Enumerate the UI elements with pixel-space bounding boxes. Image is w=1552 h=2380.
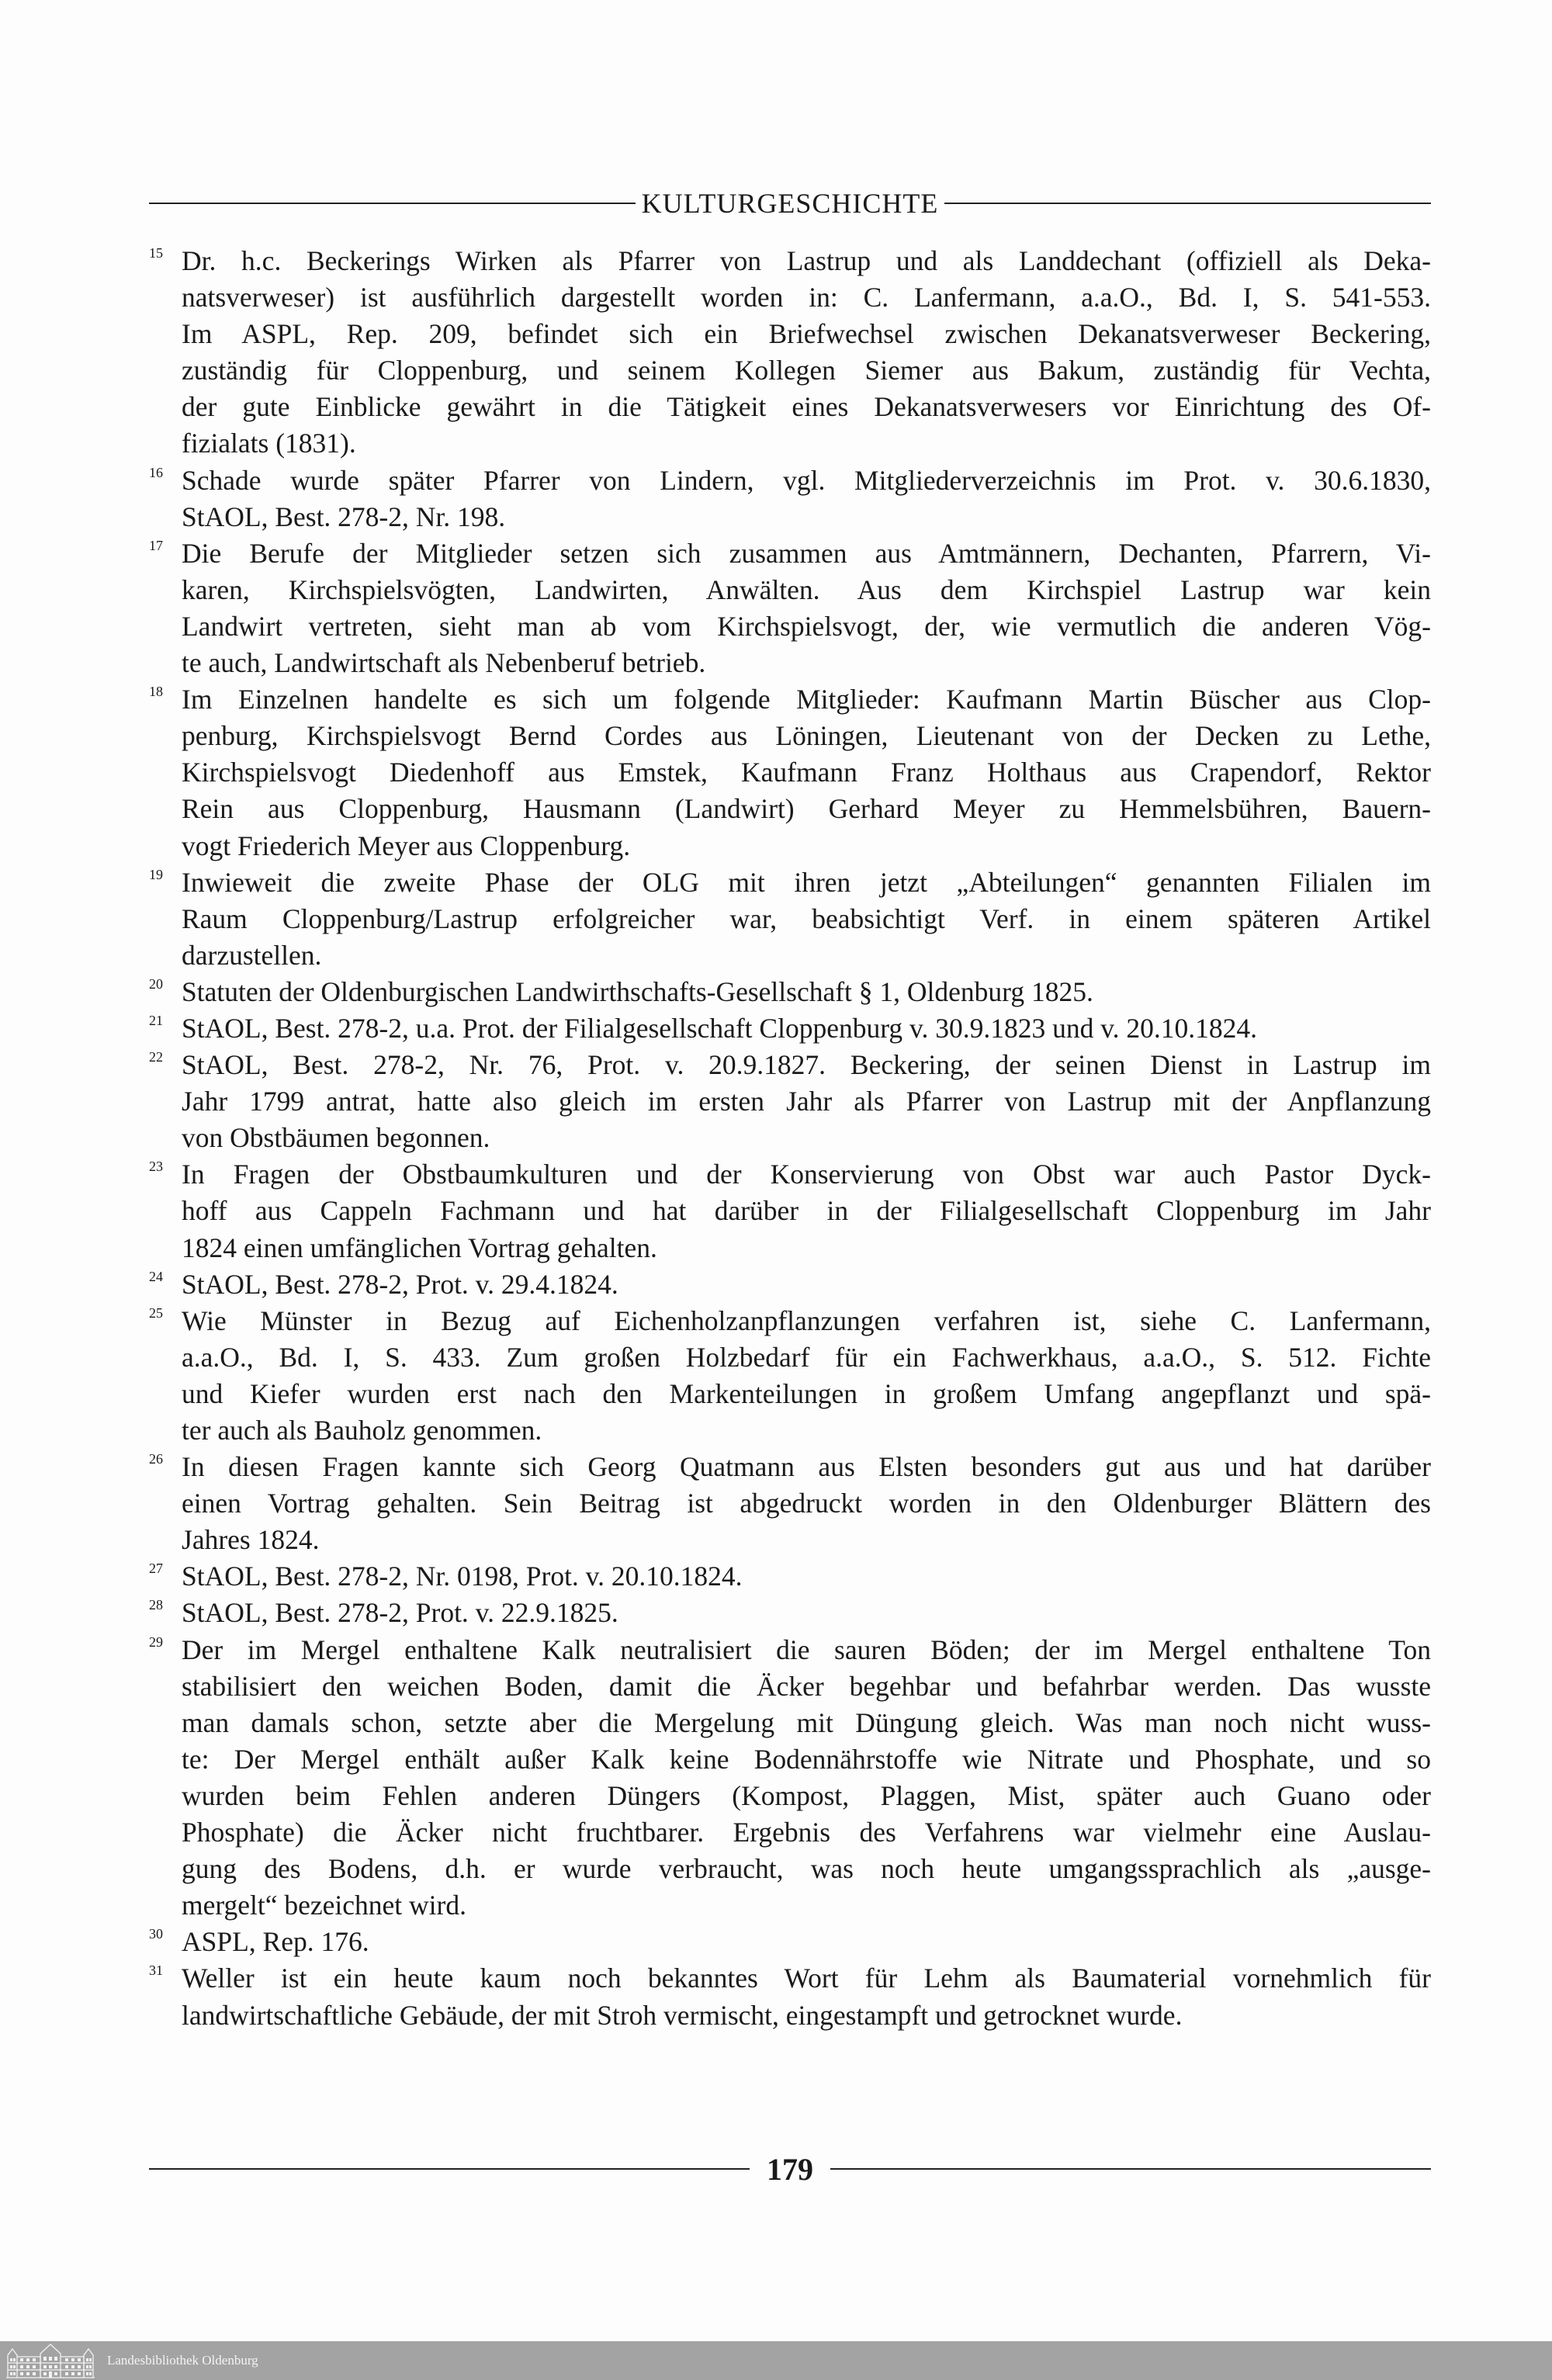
footnote-number: 18 [149, 684, 163, 700]
footnote-number: 26 [149, 1451, 163, 1467]
footnote [149, 1156, 1431, 1266]
footnote [149, 1266, 1431, 1303]
footnote [149, 243, 1431, 462]
footnote [149, 535, 1431, 681]
library-footer-bar [0, 2341, 1552, 2380]
footnote-text-line: Jahres 1824. [182, 1524, 320, 1556]
footnote-text-line: Raum Cloppenburg/Lastrup erfolgreicher war, beabsichtigt Verf. in einem späteren Artikel [182, 902, 1431, 934]
footnote-number: 20 [149, 975, 163, 992]
footnote-number: 27 [149, 1561, 163, 1577]
footnote [149, 1303, 1431, 1449]
footnote-text-line: und Kiefer wurden erst nach den Markenteilungen in großem Umfang angepflanzt und spä- [182, 1377, 1431, 1409]
footnote-text-line: landwirtschaftliche Gebäude, der mit Stroh vermischt, eingestampft und getrocknet wurde. [182, 1999, 1183, 2031]
footnote-text-line: te: Der Mergel enthält außer Kalk keine Bodennährstoffe wie Nitrate und Phosphate, und so [182, 1743, 1431, 1775]
footnote-text-line: In diesen Fragen kannte sich Georg Quatmann aus Elsten besonders gut aus und hat darüber [182, 1451, 1431, 1483]
footnote-text-line: Statuten der Oldenburgischen Landwirthschafts-Gesellschaft § 1, Oldenburg 1825. [182, 975, 1093, 1007]
footnote-text-line: StAOL, Best. 278-2, Nr. 0198, Prot. v. 20.10.1824. [182, 1561, 743, 1592]
footnote [149, 1595, 1431, 1631]
footnote-text-line: Schade wurde später Pfarrer von Lindern, vgl. Mitgliederverzeichnis im Prot. v. 30.6.1830, [182, 464, 1431, 496]
footnote-text-line: zuständig für Cloppenburg, und seinem Kollegen Siemer aus Bakum, zuständig für Vechta, [182, 355, 1431, 386]
footnote-text-line: mergelt“ bezeichnet wird. [182, 1890, 466, 1921]
footnote-number: 21 [149, 1012, 163, 1028]
footnote-text-line: man damals schon, setzte aber die Mergelung mit Düngung gleich. Was man noch nicht wuss- [182, 1706, 1431, 1738]
footnote-text-line: ASPL, Rep. 176. [182, 1926, 369, 1958]
footnote [149, 462, 1431, 535]
footnote-text-line: penburg, Kirchspielsvogt Bernd Cordes aus Löningen, Lieutenant von der Decken zu Lethe, [182, 720, 1431, 752]
footnote-text-line: Phosphate) die Äcker nicht fruchtbarer. Ergebnis des Verfahrens war vielmehr eine Auslau- [182, 1817, 1431, 1848]
footnote-text-line: karen, Kirchspielsvögten, Landwirten, Anwälten. Aus dem Kirchspiel Lastrup war kein [182, 573, 1431, 605]
footnote-text-line: Im ASPL, Rep. 209, befindet sich ein Briefwechsel zwischen Dekanatsverweser Beckering, [182, 318, 1431, 350]
footnote [149, 974, 1431, 1010]
footnote-text-line: StAOL, Best. 278-2, Nr. 198. [182, 501, 506, 532]
footnote-text-line: einen Vortrag gehalten. Sein Beitrag ist abgedruckt worden in den Oldenburger Blättern des [182, 1488, 1431, 1519]
footnote-text-line: Weller ist ein heute kaum noch bekanntes Wort für Lehm als Baumaterial vornehmlich für [182, 1963, 1431, 1994]
footnote-text-line: fizialats (1831). [182, 428, 356, 459]
footnote [149, 1960, 1431, 2033]
footnote-text-line: Inwieweit die zweite Phase der OLG mit ihren jetzt „Abteilungen“ genannten Filialen im [182, 866, 1431, 898]
footnote [149, 1558, 1431, 1595]
section-title: KULTURGESCHICHTE [641, 188, 939, 219]
footnote-text-line: vogt Friederich Meyer aus Cloppenburg. [182, 830, 631, 861]
footnote-text-line: StAOL, Best. 278-2, Nr. 76, Prot. v. 20.9.1827. Beckering, der seinen Dienst in Lastrup im [182, 1049, 1431, 1081]
footnote-text-line: Jahr 1799 antrat, hatte also gleich im ersten Jahr als Pfarrer von Lastrup mit der Anpflanzung [182, 1086, 1431, 1117]
footnote-number: 17 [149, 537, 163, 553]
footnote [149, 681, 1431, 864]
footnote-number: 22 [149, 1049, 163, 1065]
page-number-row [149, 2146, 1431, 2192]
footnote-number: 23 [149, 1159, 163, 1175]
footer-rule-right [830, 2168, 1431, 2170]
footnote-text-line: Rein aus Cloppenburg, Hausmann (Landwirt) Gerhard Meyer zu Hemmelsbühren, Bauern- [182, 793, 1431, 825]
footnote-text-line: 1824 einen umfänglichen Vortrag gehalten. [182, 1232, 657, 1263]
footnote-number: 31 [149, 1963, 163, 1979]
footnote-text-line: te auch, Landwirtschaft als Nebenberuf betrieb. [182, 647, 706, 679]
footnote-text-line: StAOL, Best. 278-2, Prot. v. 22.9.1825. [182, 1597, 618, 1629]
footnote [149, 864, 1431, 974]
library-name: Landesbibliothek Oldenburg [107, 2353, 258, 2368]
footnote-text-line: Im Einzelnen handelte es sich um folgende Mitglieder: Kaufmann Martin Büscher aus Clop- [182, 684, 1431, 715]
footnote-text-line: Dr. h.c. Beckerings Wirken als Pfarrer von Lastrup und als Landdechant (offiziell als Deka- [182, 245, 1431, 276]
footnote [149, 1632, 1431, 1924]
footnote-text-line: ter auch als Bauholz genommen. [182, 1415, 542, 1446]
footnote-text-line: der gute Einblicke gewährt in die Tätigkeit eines Dekanatsverwesers vor Einrichtung des Of- [182, 391, 1431, 423]
running-header [149, 180, 1431, 227]
footnote-text-line: gung des Bodens, d.h. er wurde verbraucht, was noch heute umgangssprachlich als „ausge- [182, 1853, 1431, 1885]
footnote-text-line: StAOL, Best. 278-2, u.a. Prot. der Filialgesellschaft Cloppenburg v. 30.9.1823 und v. 20.10.1824. [182, 1012, 1258, 1044]
footnote-text-line: Wie Münster in Bezug auf Eichenholzanpflanzungen verfahren ist, siehe C. Lanfermann, [182, 1304, 1431, 1336]
footnote-text-line: Der im Mergel enthaltene Kalk neutralisiert die sauren Böden; der im Mergel enthaltene Ton [182, 1633, 1431, 1665]
footnote-number: 29 [149, 1633, 163, 1650]
footnote-number: 19 [149, 866, 163, 882]
footnote-text-line: Die Berufe der Mitglieder setzen sich zusammen aus Amtmännern, Dechanten, Pfarrern, Vi- [182, 537, 1431, 569]
footnotes-list [149, 243, 1431, 2034]
footnote-text-line: Landwirt vertreten, sieht man ab vom Kirchspielsvogt, der, wie vermutlich die anderen Vög- [182, 610, 1431, 642]
footnote-text-line: Kirchspielsvogt Diedenhoff aus Emstek, Kaufmann Franz Holthaus aus Crapendorf, Rektor [182, 757, 1431, 788]
header-rule-left [149, 203, 636, 204]
footer-rule-left [149, 2168, 750, 2170]
footnote [149, 1010, 1431, 1047]
footnote-number: 30 [149, 1926, 163, 1942]
footnote [149, 1924, 1431, 1960]
footnote-text-line: von Obstbäumen begonnen. [182, 1122, 490, 1154]
footnote-text-line: darzustellen. [182, 939, 322, 971]
footnote-text-line: wurden beim Fehlen anderen Düngers (Kompost, Plaggen, Mist, später auch Guano oder [182, 1779, 1431, 1811]
footnote [149, 1449, 1431, 1558]
footnote-number: 16 [149, 464, 163, 480]
footnote [149, 1047, 1431, 1156]
footnote-text-line: stabilisiert den weichen Boden, damit die Äcker begehbar und befahrbar werden. Das wusste [182, 1670, 1431, 1702]
footnote-text-line: a.a.O., Bd. I, S. 433. Zum großen Holzbedarf für ein Fachwerkhaus, a.a.O., S. 512. Fichte [182, 1341, 1431, 1373]
footnote-number: 15 [149, 245, 163, 261]
footnote-number: 25 [149, 1304, 163, 1321]
header-rule-right [944, 203, 1431, 204]
library-building-icon [5, 2343, 96, 2378]
footnote-text-line: hoff aus Cappeln Fachmann und hat darüber in der Filialgesellschaft Cloppenburg im Jahr [182, 1195, 1431, 1227]
footnote-text-line: In Fragen der Obstbaumkulturen und der Konservierung von Obst war auch Pastor Dyck- [182, 1159, 1431, 1190]
footnote-text-line: natsverweser) ist ausführlich dargestellt worden in: C. Lanfermann, a.a.O., Bd. I, S. 541-553. [182, 282, 1431, 314]
page-number: 179 [767, 2151, 813, 2187]
footnote-number: 28 [149, 1597, 163, 1613]
footnote-number: 24 [149, 1268, 163, 1284]
footnote-text-line: StAOL, Best. 278-2, Prot. v. 29.4.1824. [182, 1268, 618, 1300]
